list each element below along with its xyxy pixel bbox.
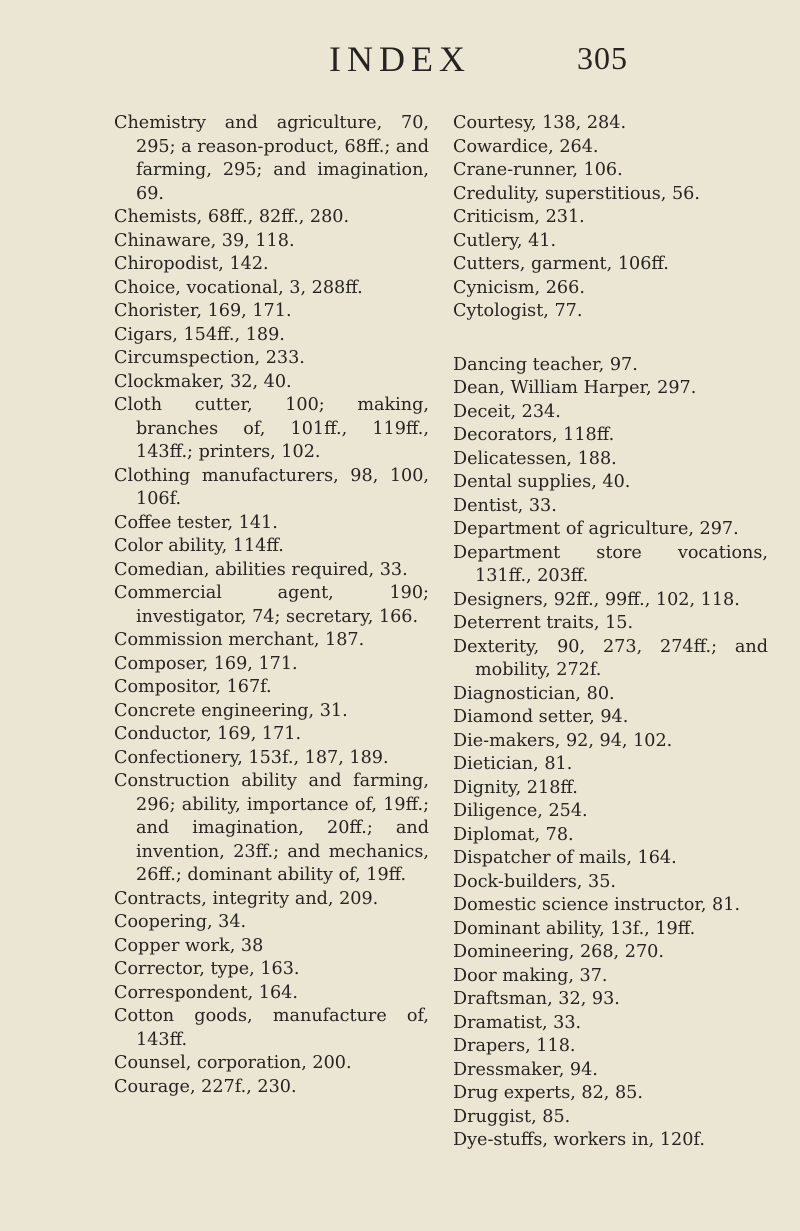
index-entry: Choice, vocational, 3, 288ff. <box>114 277 363 298</box>
index-entry: Compositor, 167f. <box>114 677 272 697</box>
index-entry: Dexterity, 90, 273, 274ff.; and mobility, 272f. <box>453 636 768 680</box>
index-entry: Correspondent, 164. <box>114 982 298 1003</box>
index-entry: Concrete engineering, 31. <box>114 700 348 721</box>
index-entry: Contracts, integrity and, 209. <box>114 888 379 909</box>
index-entry: Credulity, superstitious, 56. <box>453 183 700 204</box>
page-header <box>0 38 800 88</box>
index-entry: Cutlery, 41. <box>453 230 557 251</box>
index-entry: Diamond setter, 94. <box>453 707 629 727</box>
index-entry: Dressmaker, 94. <box>453 1059 598 1080</box>
section-gap <box>453 324 768 354</box>
index-entry: Department of agriculture, 297. <box>453 519 739 539</box>
index-entry: Cloth cutter, 100; making, branches of, 101ff., 119ff., 143ff.; printers, 102. <box>114 395 429 462</box>
index-entry: Cotton goods, manufacture of, 143ff. <box>114 1006 429 1050</box>
index-column-left <box>114 112 429 1099</box>
index-entry: Dominant ability, 13f., 19ff. <box>453 918 696 939</box>
index-entry: Chemistry and agriculture, 70, 295; a reason-product, 68ff.; and farming, 295; and imagination, 69. <box>114 113 429 204</box>
index-entry: Die-makers, 92, 94, 102. <box>453 730 673 751</box>
index-entry: Domestic science instructor, 81. <box>453 895 741 915</box>
index-entry: Clothing manufacturers, 98, 100, 106f. <box>114 465 429 509</box>
index-entry: Dock-builders, 35. <box>453 871 616 892</box>
index-entry: Dancing teacher, 97. <box>453 354 638 375</box>
index-entry: Color ability, 114ff. <box>114 536 284 556</box>
index-entry: Door making, 37. <box>453 965 608 986</box>
index-entry: Chiropodist, 142. <box>114 254 269 274</box>
index-entry: Courtesy, 138, 284. <box>453 113 627 133</box>
index-entry: Dean, William Harper, 297. <box>453 378 697 398</box>
index-entry: Chinaware, 39, 118. <box>114 230 295 251</box>
index-entry: Coopering, 34. <box>114 912 247 932</box>
index-entry: Cutters, garment, 106ff. <box>453 254 669 274</box>
index-entry: Domineering, 268, 270. <box>453 942 664 962</box>
index-entry: Copper work, 38 <box>114 935 264 956</box>
index-entry: Dietician, 81. <box>453 754 573 774</box>
index-entry: Deceit, 234. <box>453 401 561 422</box>
index-entry: Decorators, 118ff. <box>453 425 615 445</box>
index-entry: Cynicism, 266. <box>453 277 585 298</box>
index-entry: Commission merchant, 187. <box>114 630 365 650</box>
index-entry: Drug experts, 82, 85. <box>453 1083 643 1103</box>
index-entry: Chemists, 68ff., 82ff., 280. <box>114 207 350 227</box>
index-entry: Commercial agent, 190; investigator, 74; secretary, 166. <box>114 583 429 627</box>
index-entry: Cytologist, 77. <box>453 301 583 321</box>
index-entry: Dentist, 33. <box>453 495 557 516</box>
index-entry: Diagnostician, 80. <box>453 683 615 704</box>
index-entry: Crane-runner, 106. <box>453 160 623 180</box>
index-entry: Counsel, corporation, 200. <box>114 1053 352 1073</box>
index-entry: Conductor, 169, 171. <box>114 724 302 744</box>
index-entry: Diligence, 254. <box>453 801 588 821</box>
index-entry: Diplomat, 78. <box>453 824 574 845</box>
index-entry: Dental supplies, 40. <box>453 472 631 492</box>
index-entry: Circumspection, 233. <box>114 348 305 368</box>
page-title: INDEX <box>329 39 471 79</box>
index-entry: Draftsman, 32, 93. <box>453 989 620 1009</box>
index-entry: Coffee tester, 141. <box>114 512 278 533</box>
index-entry: Designers, 92ff., 99ff., 102, 118. <box>453 589 740 610</box>
index-entry: Confectionery, 153f., 187, 189. <box>114 747 389 768</box>
index-entry: Comedian, abilities required, 33. <box>114 559 408 580</box>
index-entry: Dramatist, 33. <box>453 1012 582 1033</box>
index-entry: Chorister, 169, 171. <box>114 301 292 321</box>
index-entry: Composer, 169, 171. <box>114 653 298 674</box>
index-entry: Dispatcher of mails, 164. <box>453 848 677 868</box>
index-entry: Druggist, 85. <box>453 1106 571 1127</box>
index-entry: Delicatessen, 188. <box>453 448 617 469</box>
index-entry: Corrector, type, 163. <box>114 959 300 979</box>
index-entry: Cigars, 154ff., 189. <box>114 324 285 345</box>
index-group-d <box>453 354 768 1153</box>
index-group-c <box>453 112 768 324</box>
index-entry: Department store vocations, 131ff., 203ff. <box>453 542 768 586</box>
index-column-right <box>453 112 768 1153</box>
index-entry: Cowardice, 264. <box>453 136 599 157</box>
index-entry: Dignity, 218ff. <box>453 777 578 798</box>
index-entry: Drapers, 118. <box>453 1036 576 1056</box>
index-entry: Courage, 227f., 230. <box>114 1076 297 1097</box>
index-entry: Construction ability and farming, 296; ability, importance of, 19ff.; and imagination, 20ff.; and invention, 23ff.; and mechanics, 26ff.; dominant ability of, 19ff. <box>114 771 429 885</box>
index-entry: Clockmaker, 32, 40. <box>114 371 292 392</box>
page-number: 305 <box>577 40 628 76</box>
index-entry: Deterrent traits, 15. <box>453 613 634 633</box>
index-entry: Dye-stuffs, workers in, 120f. <box>453 1130 705 1150</box>
index-entry: Criticism, 231. <box>453 207 585 227</box>
